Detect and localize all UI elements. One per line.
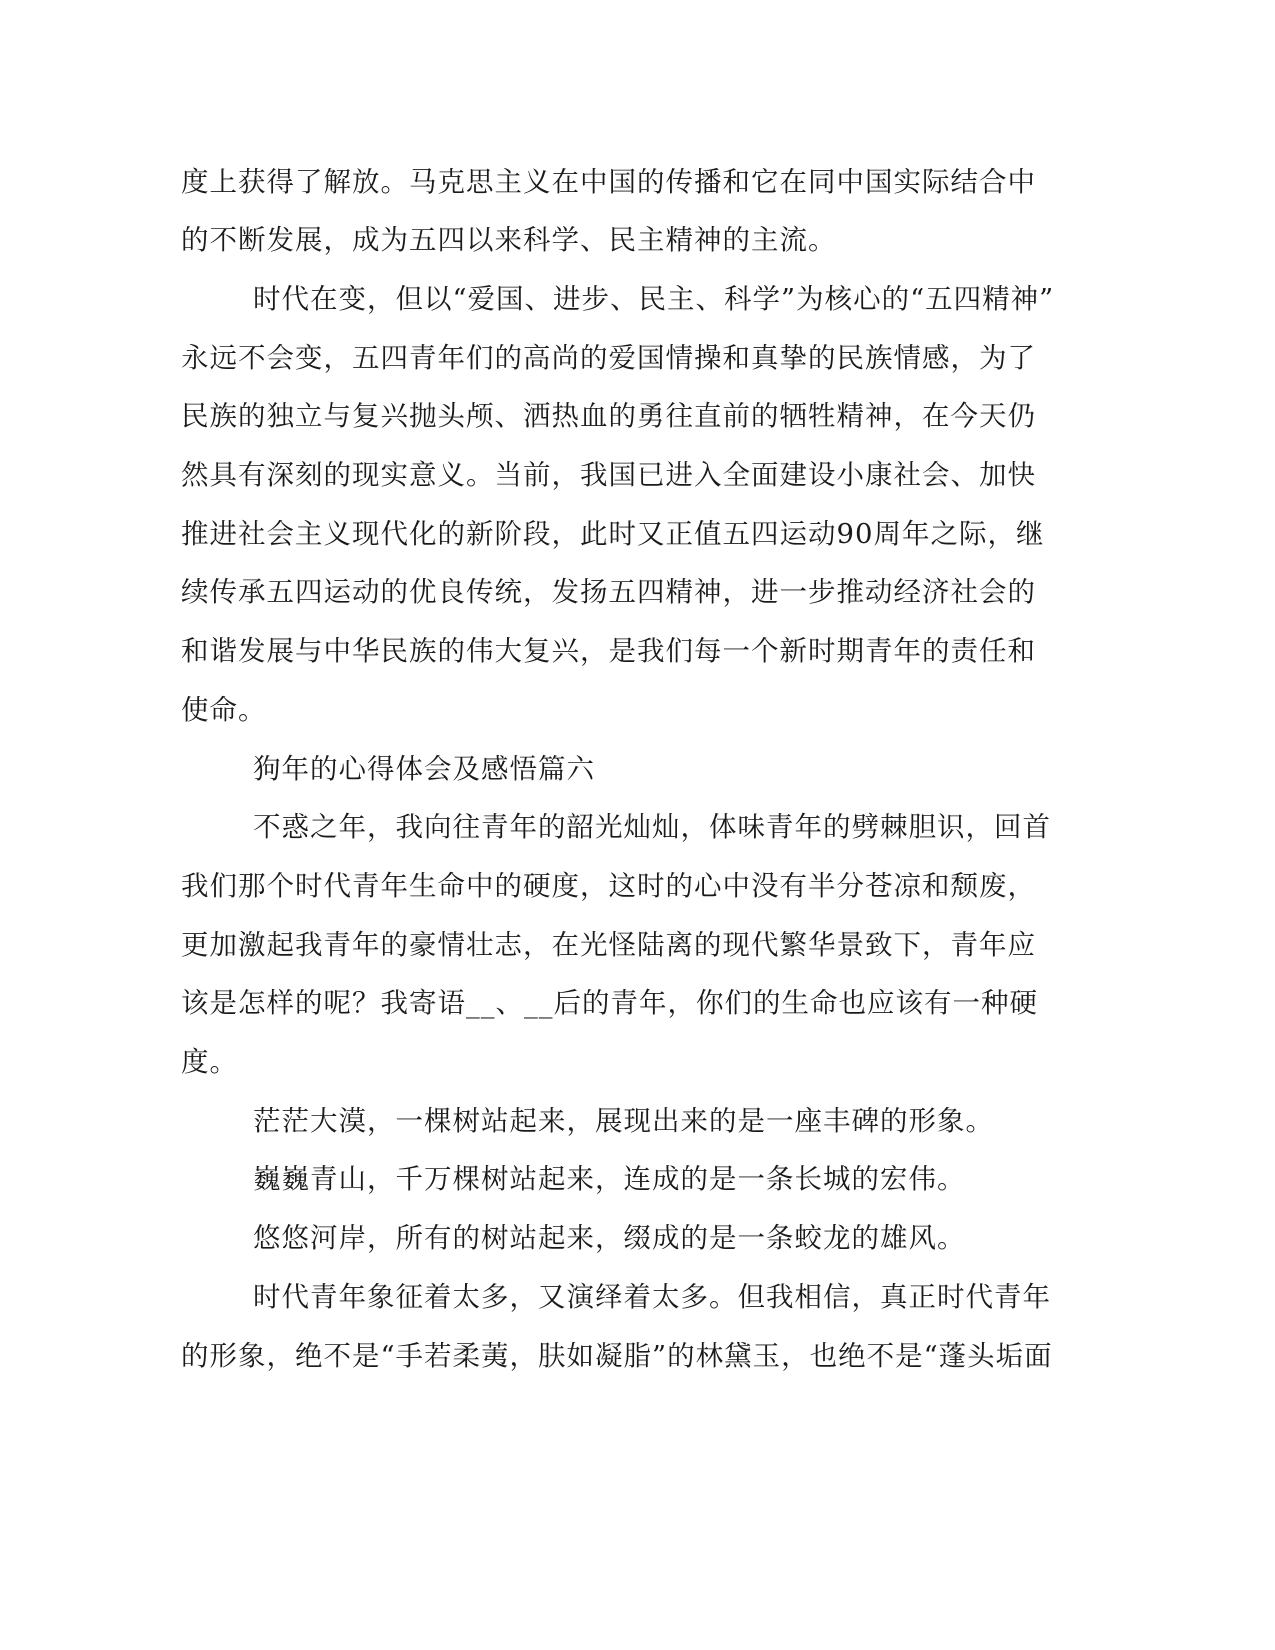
paragraph-start-line: 时代青年象征着太多，又演绎着太多。但我相信，真正时代青年 bbox=[253, 1281, 1051, 1313]
text-line: 推进社会主义现代化的新阶段，此时又正值五四运动90周年之际，继 bbox=[181, 518, 1045, 550]
text-line: 度。 bbox=[181, 1046, 238, 1078]
paragraph-start-line: 巍巍青山，千万棵树站起来，连成的是一条长城的宏伟。 bbox=[253, 1163, 966, 1195]
text-line: 民族的独立与复兴抛头颅、洒热血的勇往直前的牺牲精神，在今天仍 bbox=[181, 400, 1036, 432]
text-line: 的不断发展，成为五四以来科学、民主精神的主流。 bbox=[181, 224, 837, 256]
text-line: 更加激起我青年的豪情壮志，在光怪陆离的现代繁华景致下，青年应 bbox=[181, 929, 1036, 961]
text-line: 我们那个时代青年生命中的硬度，这时的心中没有半分苍凉和颓废， bbox=[181, 870, 1036, 902]
paragraph-start-line: 茫茫大漠，一棵树站起来，展现出来的是一座丰碑的形象。 bbox=[253, 1105, 994, 1137]
text-line: 该是怎样的呢？我寄语__、__后的青年，你们的生命也应该有一种硬 bbox=[181, 987, 1038, 1019]
paragraph-start-line: 不惑之年，我向往青年的韶光灿灿，体味青年的劈棘胆识，回首 bbox=[253, 811, 1051, 843]
paragraph-start-line: 悠悠河岸，所有的树站起来，缀成的是一条蛟龙的雄风。 bbox=[253, 1222, 966, 1254]
text-line: 和谐发展与中华民族的伟大复兴，是我们每一个新时期青年的责任和 bbox=[181, 635, 1036, 667]
text-line: 永远不会变，五四青年们的高尚的爱国情操和真挚的民族情感，为了 bbox=[181, 342, 1036, 374]
text-line: 的形象，绝不是“手若柔荑，肤如凝脂”的林黛玉，也绝不是“蓬头垢面 bbox=[181, 1340, 1053, 1372]
text-line: 续传承五四运动的优良传统，发扬五四精神，进一步推动经济社会的 bbox=[181, 576, 1036, 608]
section-heading: 狗年的心得体会及感悟篇六 bbox=[253, 753, 595, 785]
text-line: 使命。 bbox=[181, 694, 267, 726]
text-line: 然具有深刻的现实意义。当前，我国已进入全面建设小康社会、加快 bbox=[181, 459, 1036, 491]
paragraph-start-line: 时代在变，但以“爱国、进步、民主、科学”为核心的“五四精神” bbox=[253, 283, 1055, 315]
text-line: 度上获得了解放。马克思主义在中国的传播和它在同中国实际结合中 bbox=[181, 166, 1036, 198]
